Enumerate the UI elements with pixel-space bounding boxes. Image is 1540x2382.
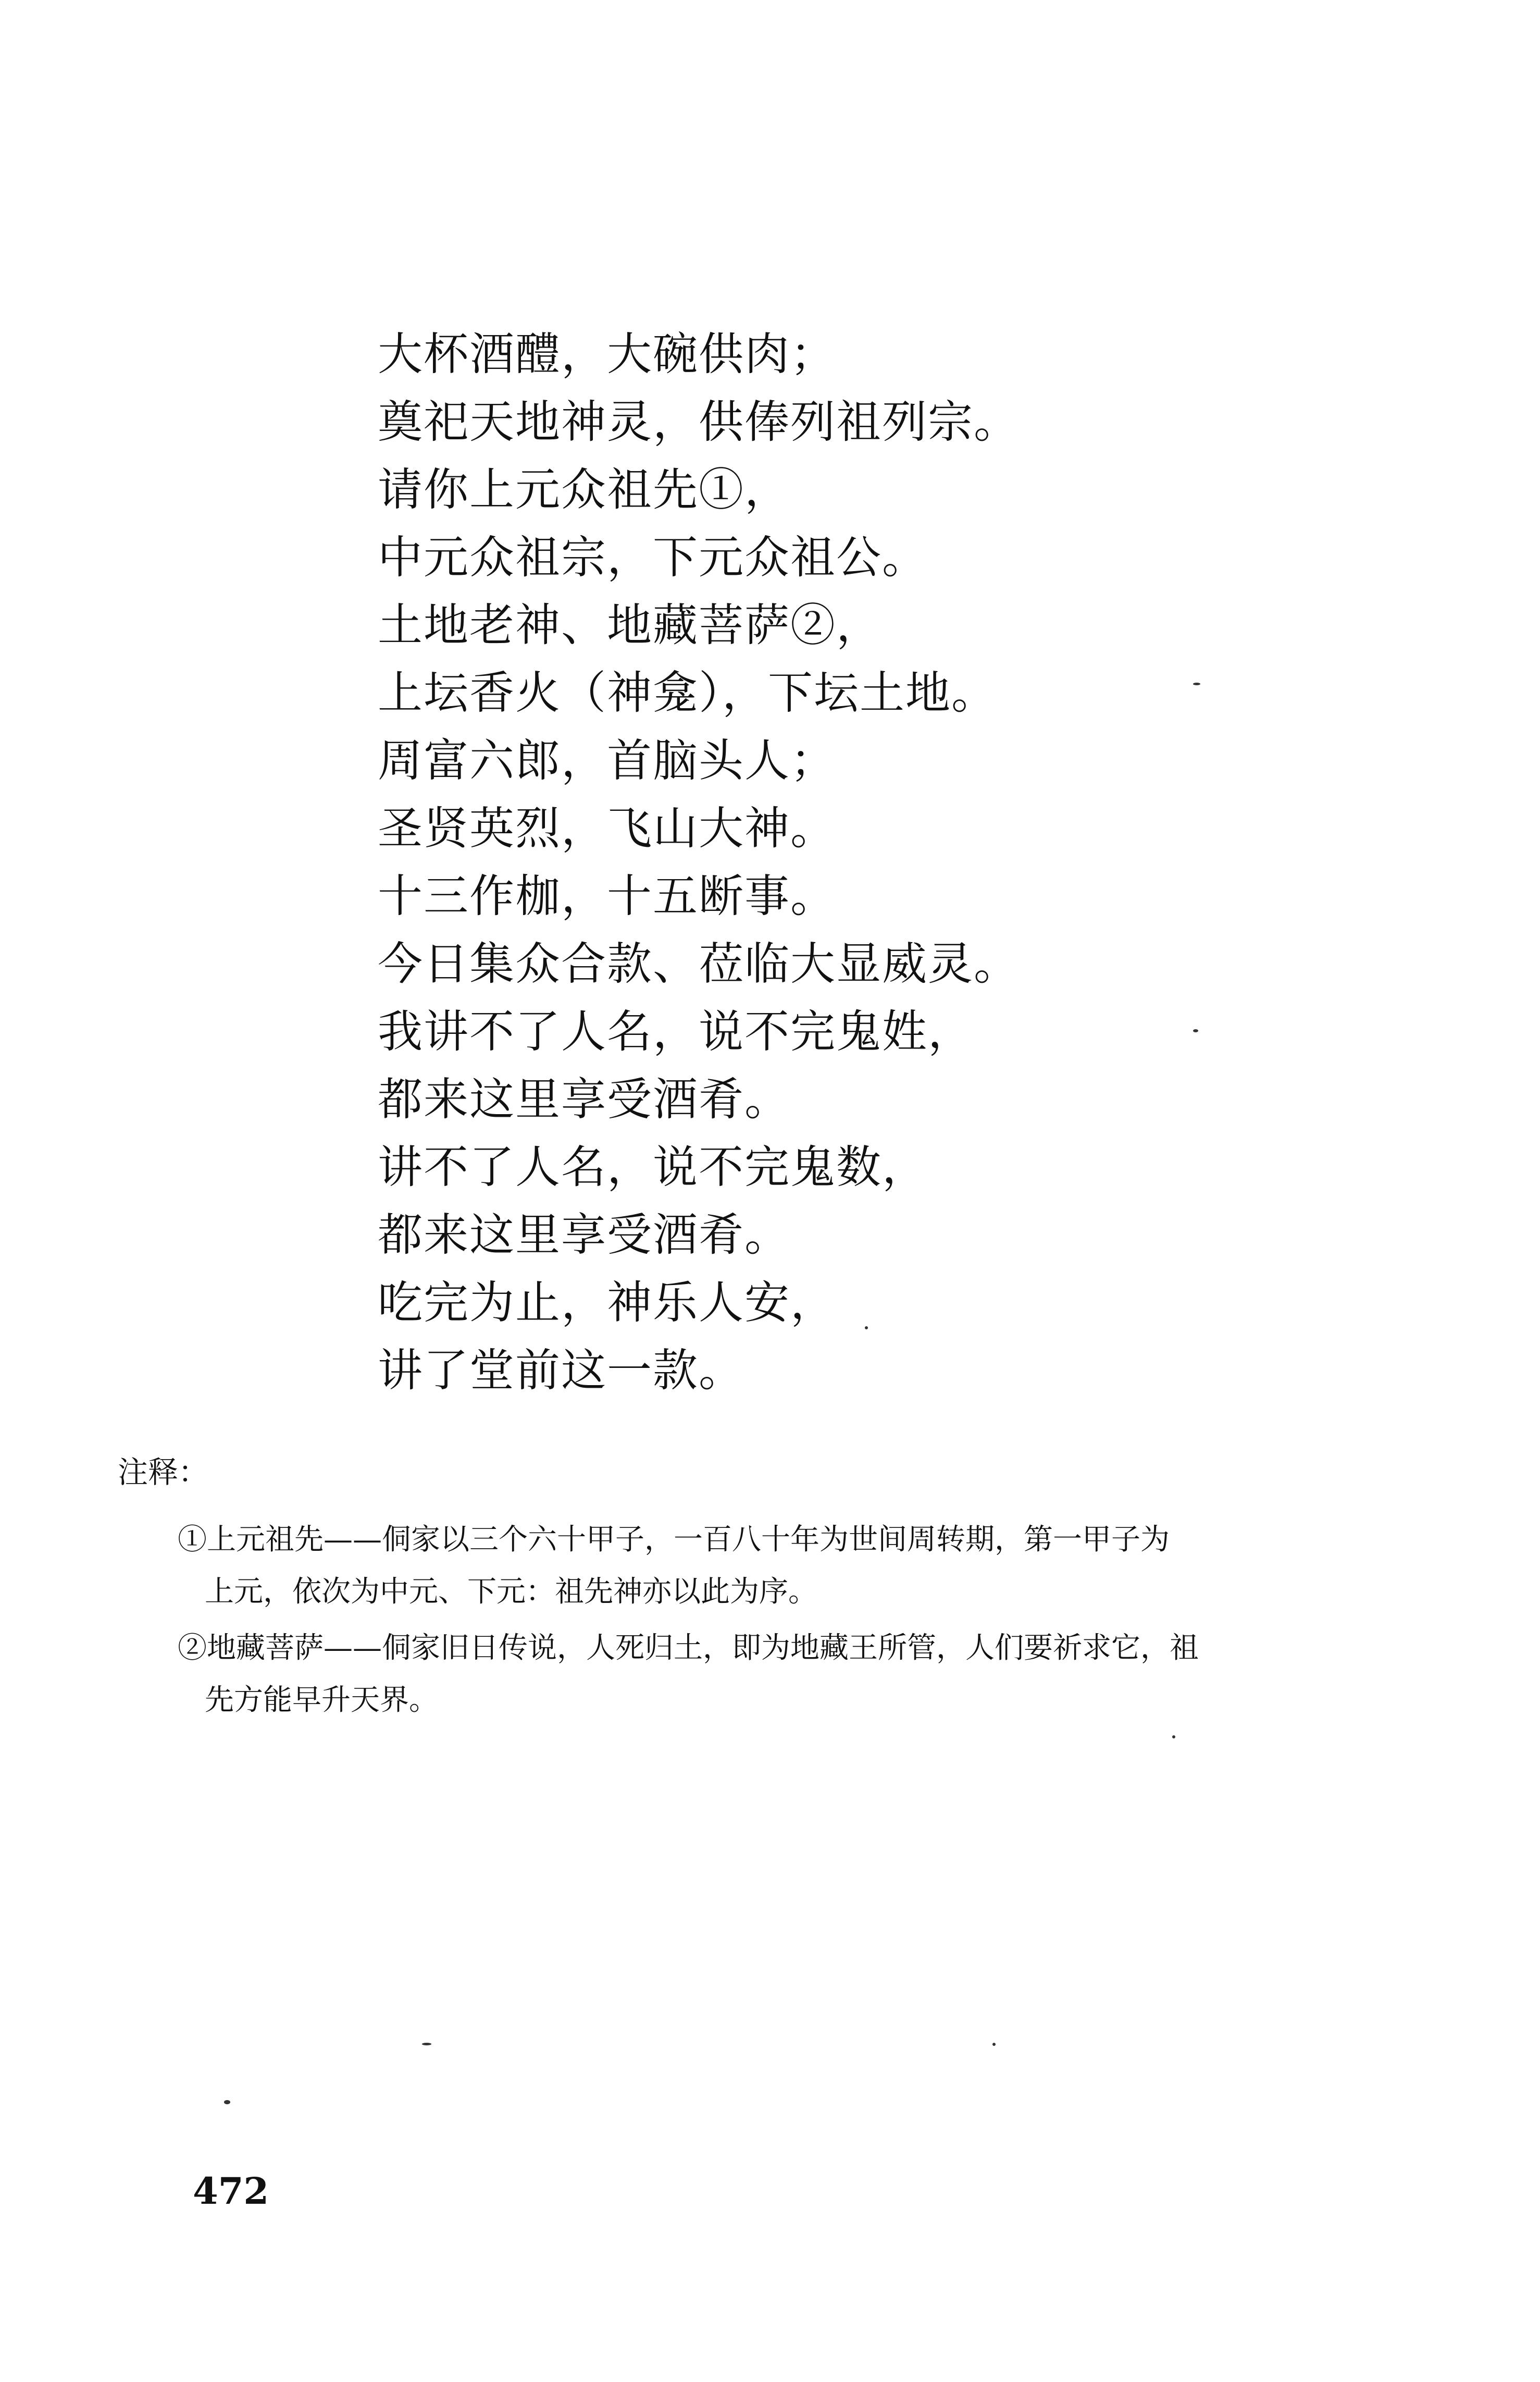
scan-speck [1193, 683, 1200, 685]
scan-speck [1172, 1735, 1175, 1738]
poem-line: 上坛香火（神龛），下坛土地。 [378, 667, 997, 719]
scan-speck [865, 1326, 868, 1329]
footnote-2 [178, 1622, 1316, 1726]
footnote-1 [178, 1514, 1316, 1618]
footnotes [118, 1451, 1316, 1731]
poem-line: 大杯酒醴，大碗供肉； [378, 328, 836, 380]
poem-line: 今日集众合款、莅临大显威灵。 [378, 938, 1020, 990]
page-number: 472 [193, 2169, 269, 2213]
poem-line: 都来这里享受酒肴。 [378, 1073, 790, 1126]
poem-line: 周富六郎，首脑头人； [378, 735, 836, 787]
footnotes-heading: 注释： [118, 1454, 209, 1490]
poem-line: 讲了堂前这一款。 [378, 1344, 744, 1397]
poem-line: 奠祀天地神灵，供俸列祖列宗。 [378, 396, 1020, 448]
poem-line: 土地老神、地藏菩萨②， [378, 599, 882, 651]
poem-line: 圣贤英烈，飞山大神。 [378, 803, 836, 855]
poem-line: 请你上元众祖先①， [378, 464, 790, 516]
poem-body [378, 320, 1315, 1404]
poem-line: 都来这里享受酒肴。 [378, 1209, 790, 1261]
footnote-line: 先方能早升天界。 [205, 1683, 438, 1717]
poem-line: 讲不了人名，说不完鬼数， [378, 1141, 928, 1193]
poem-line: 我讲不了人名，说不完鬼姓， [378, 1006, 974, 1058]
footnote-line: 上元，依次为中元、下元：祖先神亦以此为序。 [205, 1575, 817, 1609]
poem-line: 吃完为止，神乐人安， [378, 1277, 836, 1329]
poem-line: 中元众祖宗，下元众祖公。 [378, 532, 928, 584]
footnote-line: ②地藏菩萨——侗家旧日传说，人死归土，即为地藏王所管，人们要祈求它，祖 [178, 1631, 1199, 1665]
scan-speck [422, 2043, 431, 2045]
footnote-line: ①上元祖先——侗家以三个六十甲子，一百八十年为世间周转期，第一甲子为 [178, 1523, 1170, 1557]
scan-speck [224, 2100, 230, 2104]
poem-line: 十三作枷，十五断事。 [378, 870, 836, 922]
scan-speck [1193, 1029, 1198, 1032]
scan-speck [992, 2043, 996, 2046]
